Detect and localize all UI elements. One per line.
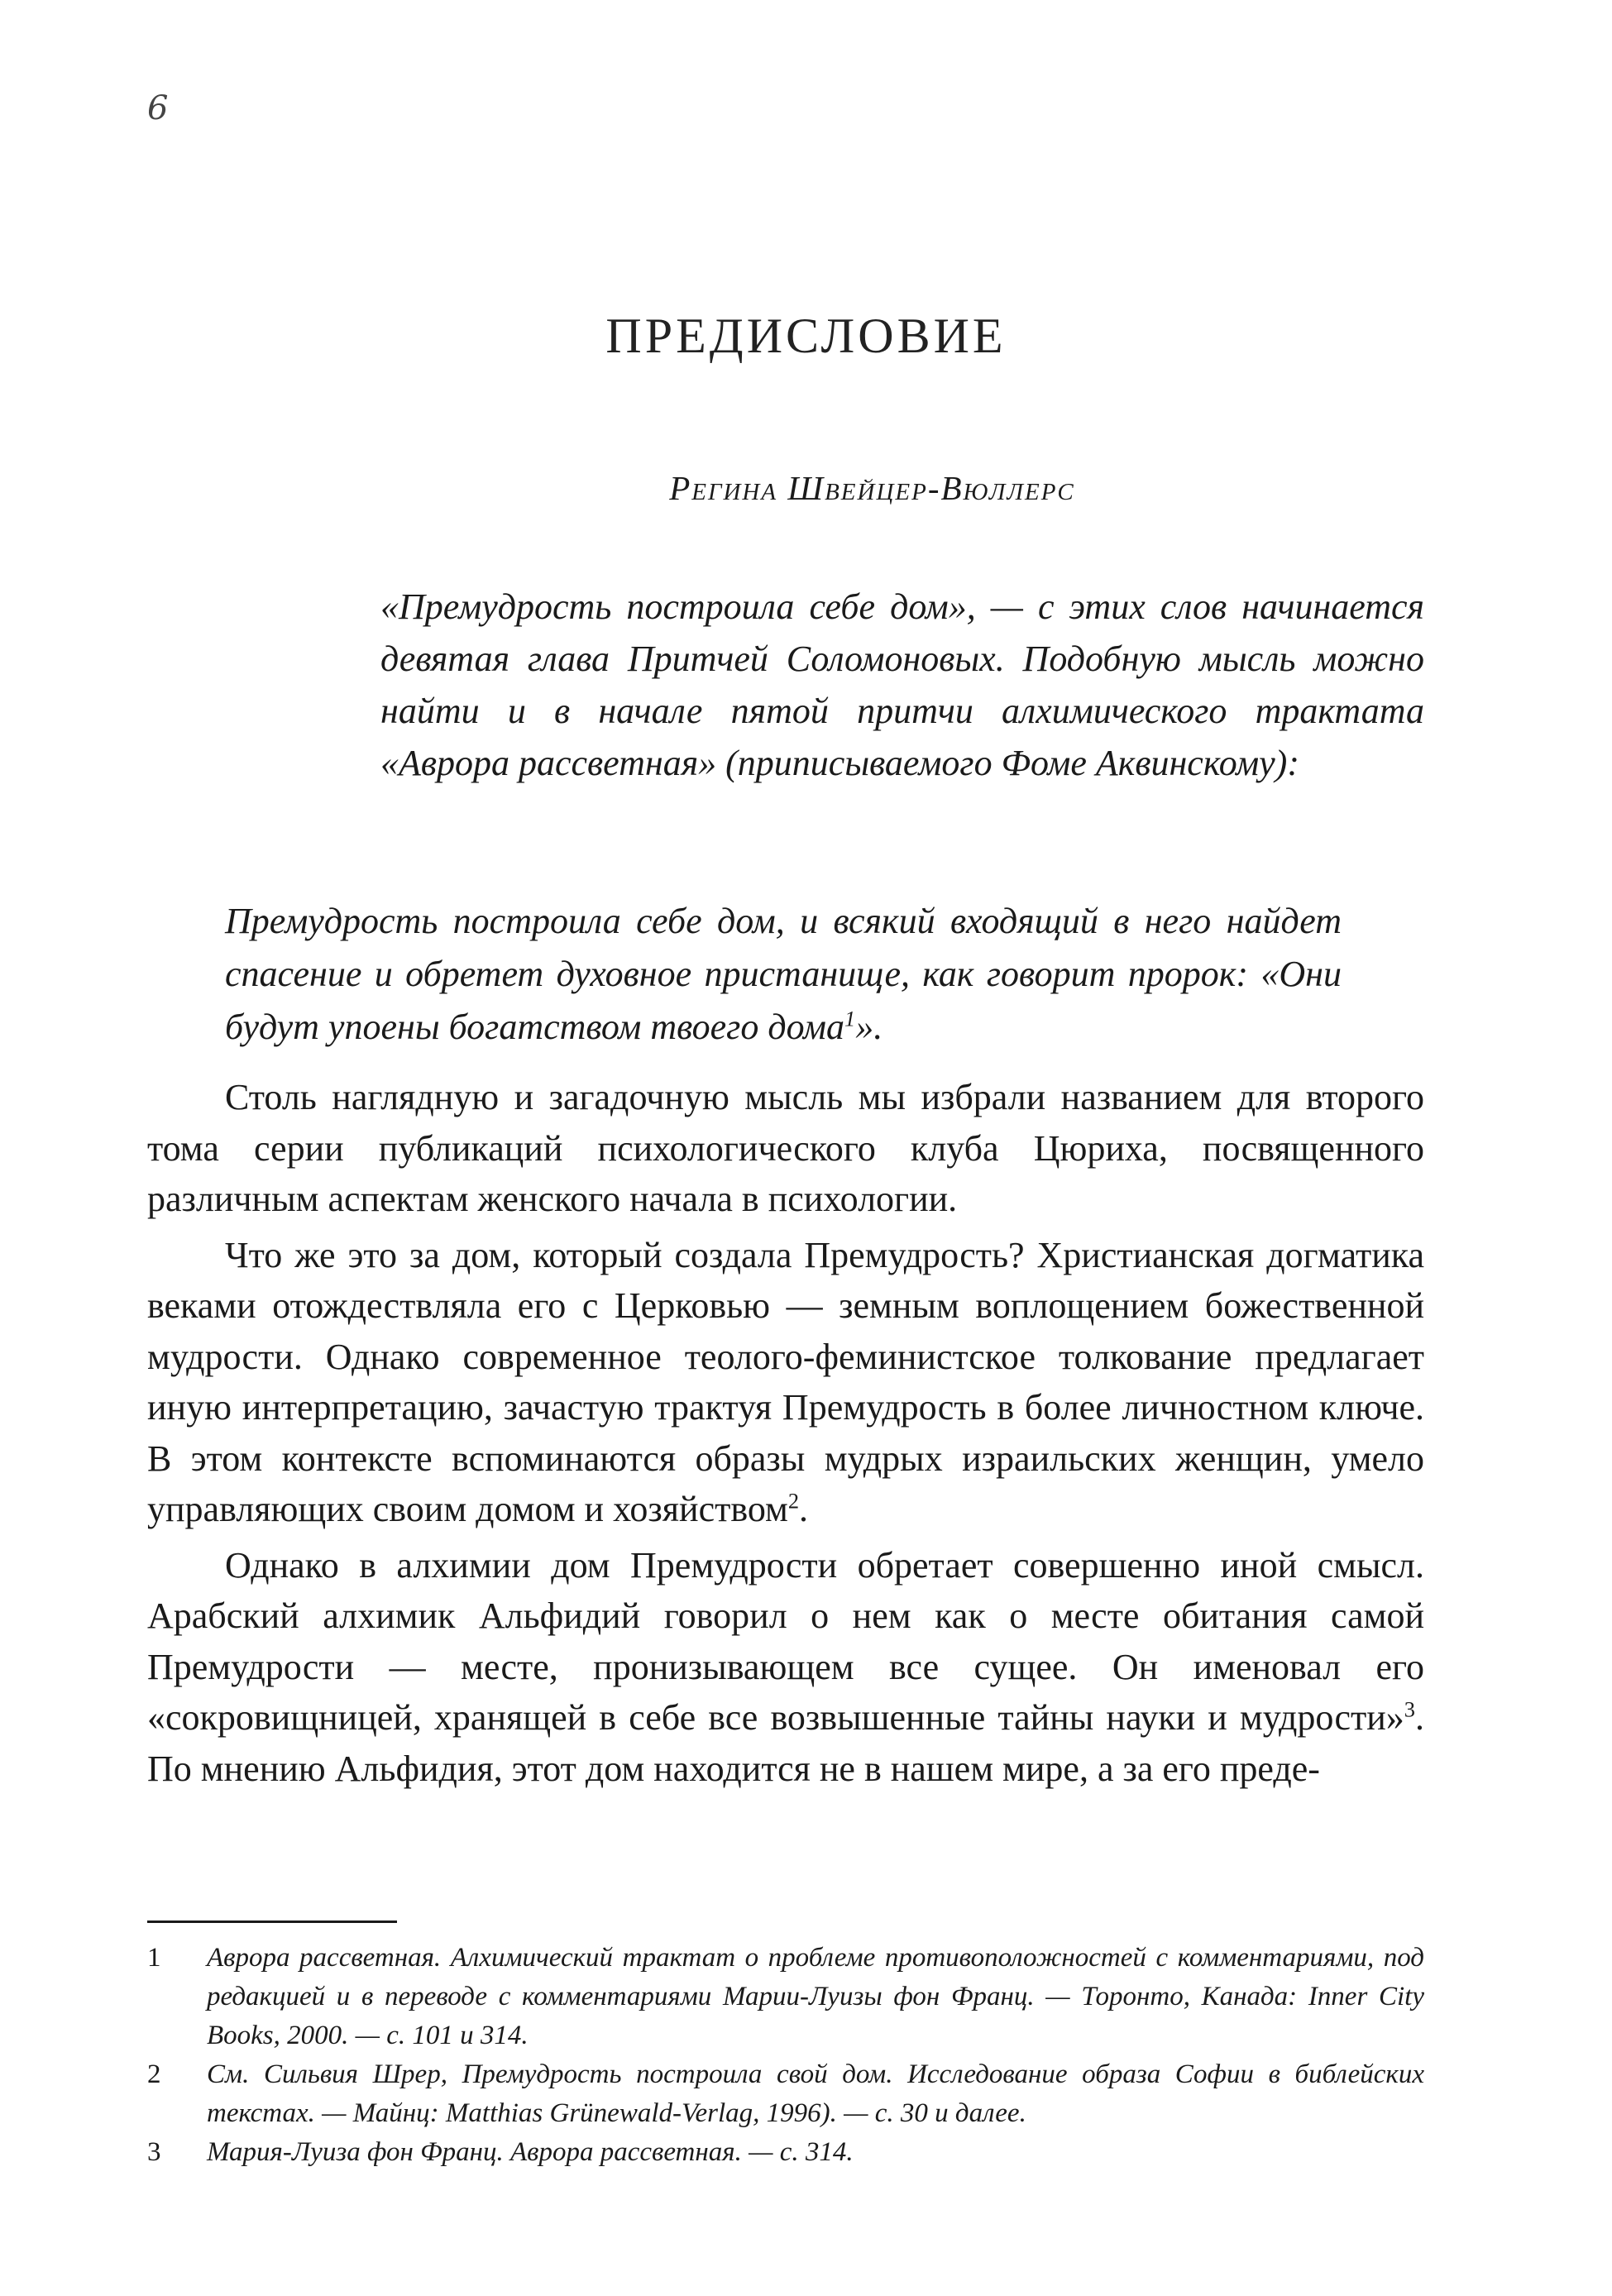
footnote <box>147 2055 1424 2133</box>
footnote-number: 3 <box>147 2137 161 2167</box>
paragraph-tail: . По мнению Альфидия, этот дом находится не в нашем мире, а за его преде- <box>147 1697 1424 1789</box>
paragraph <box>147 1230 1424 1535</box>
body-text <box>147 1072 1424 1794</box>
chapter-title: ПРЕДИСЛОВИЕ <box>605 309 1007 363</box>
quote-tail: ». <box>855 1007 883 1047</box>
paragraph-text: Что же это за дом, который создала Премудрость? Христианская догматика веками отождествляла его с Церковью — земным воплощением божественной мудрости. Однако современное теолого-феминистское толкование предлагает иную интерпретацию, зачастую трактуя Премудрость в более личностном ключе. В этом контексте вспоминаются образы мудрых израильских женщин, умело управляющих своим домом и хозяйством <box>147 1234 1424 1529</box>
block-quote <box>225 895 1342 1054</box>
footnote-text: Мария-Луиза фон Франц. Аврора рассветная. — с. 314. <box>207 2137 854 2167</box>
footnotes <box>147 1939 1424 2172</box>
footnote-ref[interactable]: 1 <box>844 1006 856 1031</box>
author-name: Регина Швейцер-Вюллерс <box>669 469 1075 507</box>
page-number: 6 <box>147 89 169 127</box>
footnote <box>147 2133 1424 2172</box>
footnote-number: 1 <box>147 1943 161 1973</box>
footnote-text: Аврора рассветная. Алхимический трактат о проблеме противоположностей с комментариями, под редакцией и в переводе с комментариями Марии-Луизы фон Франц. — Торонто, Канада: Inner City Books, 2000. — с. 101 и 314. <box>207 1943 1424 2050</box>
footnote <box>147 1939 1424 2055</box>
quote-text: Премудрость построила себе дом, и всякий входящий в него найдет спасение и обретет духовное пристанище, как говорит пророк: «Они будут упоены богатством твоего дома <box>225 901 1342 1047</box>
footnote-divider <box>147 1921 397 1923</box>
footnote-number: 2 <box>147 2059 161 2089</box>
footnote-text: См. Сильвия Шрер, Премудрость построила свой дом. Исследование образа Софии в библейских текстах. — Майнц: Matthias Grünewald-Verlag, 1996). — с. 30 и далее. <box>207 2059 1424 2128</box>
paragraph-text: Столь наглядную и загадочную мысль мы избрали названием для второго тома серии публикаций психологического клуба Цюриха, посвященного различным аспектам женского начала в психологии. <box>147 1077 1424 1219</box>
footnote-ref[interactable]: 3 <box>1404 1696 1415 1722</box>
paragraph <box>147 1072 1424 1225</box>
paragraph-text: Однако в алхимии дом Премудрости обретает совершенно иной смысл. Арабский алхимик Альфидий говорил о нем как о месте обитания самой Премудрости — месте, пронизывающем все сущее. Он именовал его «сокровищницей, хранящей в себе все возвышенные тайны науки и мудрости» <box>147 1544 1424 1738</box>
paragraph-tail: . <box>799 1489 809 1529</box>
paragraph <box>147 1540 1424 1795</box>
epigraph: «Премудрость построила себе дом», — с этих слов начинается девятая глава Притчей Соломоновых. Подобную мысль можно найти и в начале пятой притчи алхимического трактата «Аврора рассветная» (приписываемого Фоме Аквинскому): <box>380 586 1424 783</box>
footnote-ref[interactable]: 2 <box>787 1488 800 1514</box>
